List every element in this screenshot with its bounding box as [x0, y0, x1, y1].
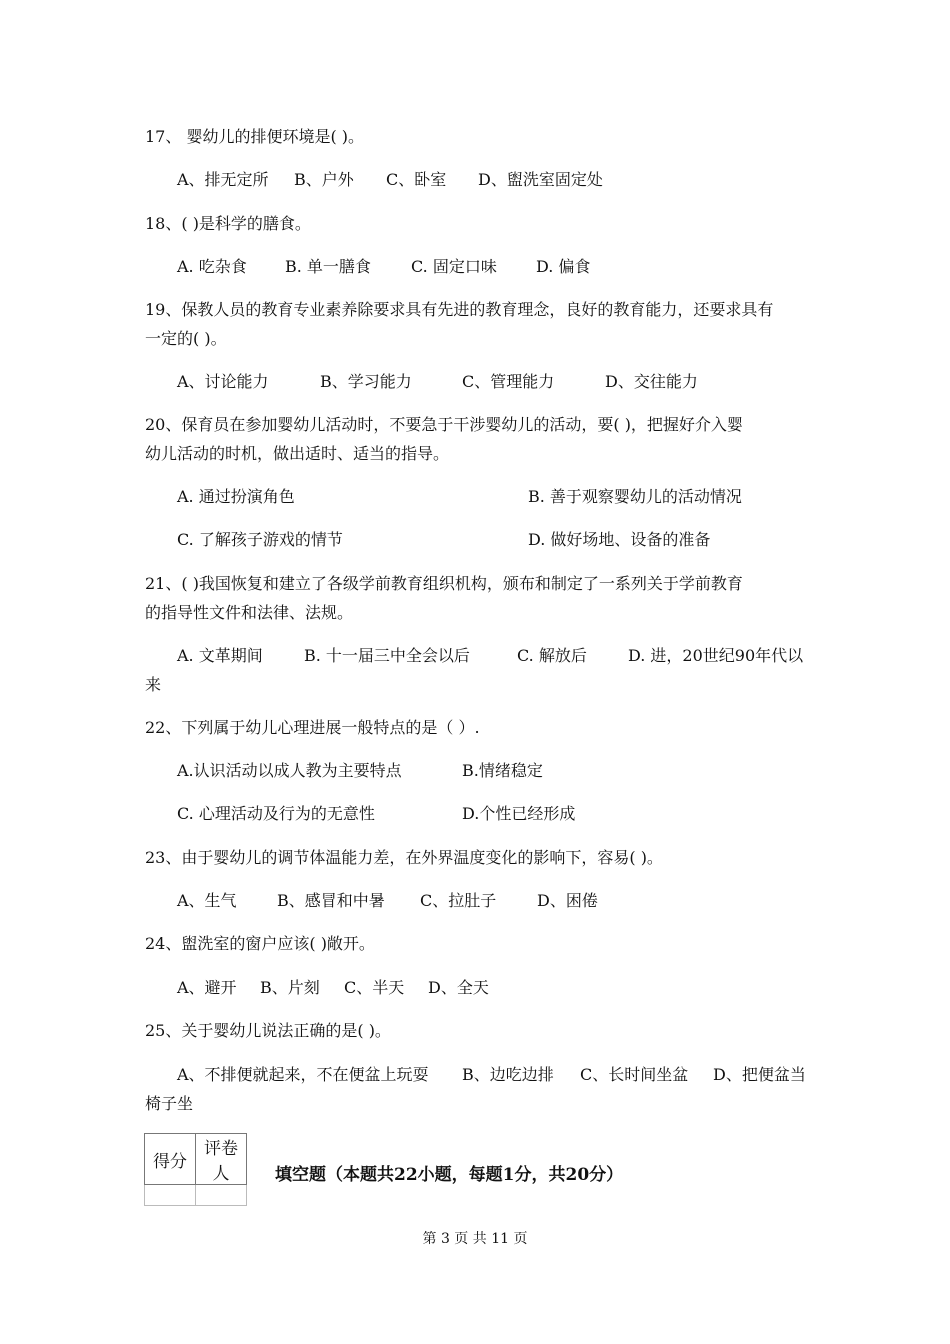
- q18-option-b: B. 单一膳食: [285, 257, 371, 276]
- q20-option-c: C. 了解孩子游戏的情节: [177, 530, 343, 549]
- grader-header: 评卷人: [196, 1134, 247, 1185]
- q25-option-d: D、把便盆当: [713, 1065, 806, 1084]
- q22-option-d: D.个性已经形成: [462, 804, 576, 823]
- question-18-stem: 18、( )是科学的膳食。: [145, 214, 311, 233]
- q22-option-c: C. 心理活动及行为的无意性: [177, 804, 375, 823]
- grader-cell: [196, 1185, 247, 1206]
- page-footer: 第 3 页 共 11 页: [422, 1231, 528, 1247]
- question-19-stem-line2: 一定的( )。: [145, 329, 227, 348]
- q17-option-d: D、盥洗室固定处: [478, 170, 603, 189]
- question-21-stem-line1: 21、( )我国恢复和建立了各级学前教育组织机构，颁布和制定了一系列关于学前教育: [145, 574, 743, 593]
- q24-option-a: A、避开: [177, 978, 237, 997]
- q21-option-d-continued: 来: [145, 675, 162, 694]
- q20-option-d: D. 做好场地、设备的准备: [528, 530, 711, 549]
- q17-option-a: A、排无定所: [177, 170, 269, 189]
- q21-option-d: D. 进，20世纪90年代以: [628, 646, 804, 665]
- question-20-stem-line2: 幼儿活动的时机，做出适时、适当的指导。: [145, 444, 450, 463]
- q18-option-c: C. 固定口味: [411, 257, 497, 276]
- q19-option-a: A、讨论能力: [177, 372, 269, 391]
- q25-option-b: B、边吃边排: [462, 1065, 554, 1084]
- q22-option-b: B.情绪稳定: [462, 761, 543, 780]
- q21-option-b: B. 十一届三中全会以后: [304, 646, 470, 665]
- question-19-stem-line1: 19、保教人员的教育专业素养除要求具有先进的教育理念，良好的教育能力，还要求具有: [145, 300, 774, 319]
- q25-option-d-continued: 椅子坐: [145, 1094, 194, 1113]
- score-cell: [145, 1185, 196, 1206]
- q24-option-c: C、半天: [344, 978, 405, 997]
- q23-option-b: B、感冒和中暑: [277, 891, 385, 910]
- q25-option-c: C、长时间坐盆: [580, 1065, 689, 1084]
- q25-option-a: A、不排便就起来，不在便盆上玩耍: [177, 1065, 429, 1084]
- q21-option-a: A. 文革期间: [177, 646, 263, 665]
- question-25-stem: 25、关于婴幼儿说法正确的是( )。: [145, 1021, 391, 1040]
- q19-option-c: C、管理能力: [462, 372, 555, 391]
- question-22-stem: 22、下列属于幼儿心理进展一般特点的是（ ）.: [145, 718, 480, 737]
- q23-option-a: A、生气: [177, 891, 237, 910]
- q23-option-c: C、拉肚子: [420, 891, 497, 910]
- question-21-stem-line2: 的指导性文件和法律、法规。: [145, 603, 354, 622]
- q23-option-d: D、困倦: [537, 891, 598, 910]
- score-box: [144, 1133, 247, 1206]
- question-17-stem: 17、 婴幼儿的排便环境是( )。: [145, 127, 365, 146]
- q24-option-d: D、全天: [428, 978, 489, 997]
- q18-option-a: A. 吃杂食: [177, 257, 247, 276]
- section-title: 填空题（本题共22小题，每题1分，共20分）: [275, 1165, 624, 1185]
- score-header: 得分: [145, 1134, 196, 1185]
- question-20-stem-line1: 20、保育员在参加婴幼儿活动时，不要急于干涉婴幼儿的活动，要( )，把握好介入婴: [145, 415, 743, 434]
- q20-option-b: B. 善于观察婴幼儿的活动情况: [528, 487, 742, 506]
- question-24-stem: 24、盥洗室的窗户应该( )敞开。: [145, 934, 375, 953]
- q17-option-c: C、卧室: [386, 170, 447, 189]
- q17-option-b: B、户外: [294, 170, 354, 189]
- q21-option-c: C. 解放后: [517, 646, 587, 665]
- question-23-stem: 23、由于婴幼儿的调节体温能力差，在外界温度变化的影响下，容易( )。: [145, 848, 663, 867]
- q24-option-b: B、片刻: [260, 978, 320, 997]
- q19-option-b: B、学习能力: [320, 372, 412, 391]
- q22-option-a: A.认识活动以成人教为主要特点: [177, 761, 402, 780]
- q19-option-d: D、交往能力: [605, 372, 698, 391]
- q20-option-a: A. 通过扮演角色: [177, 487, 295, 506]
- q18-option-d: D. 偏食: [536, 257, 591, 276]
